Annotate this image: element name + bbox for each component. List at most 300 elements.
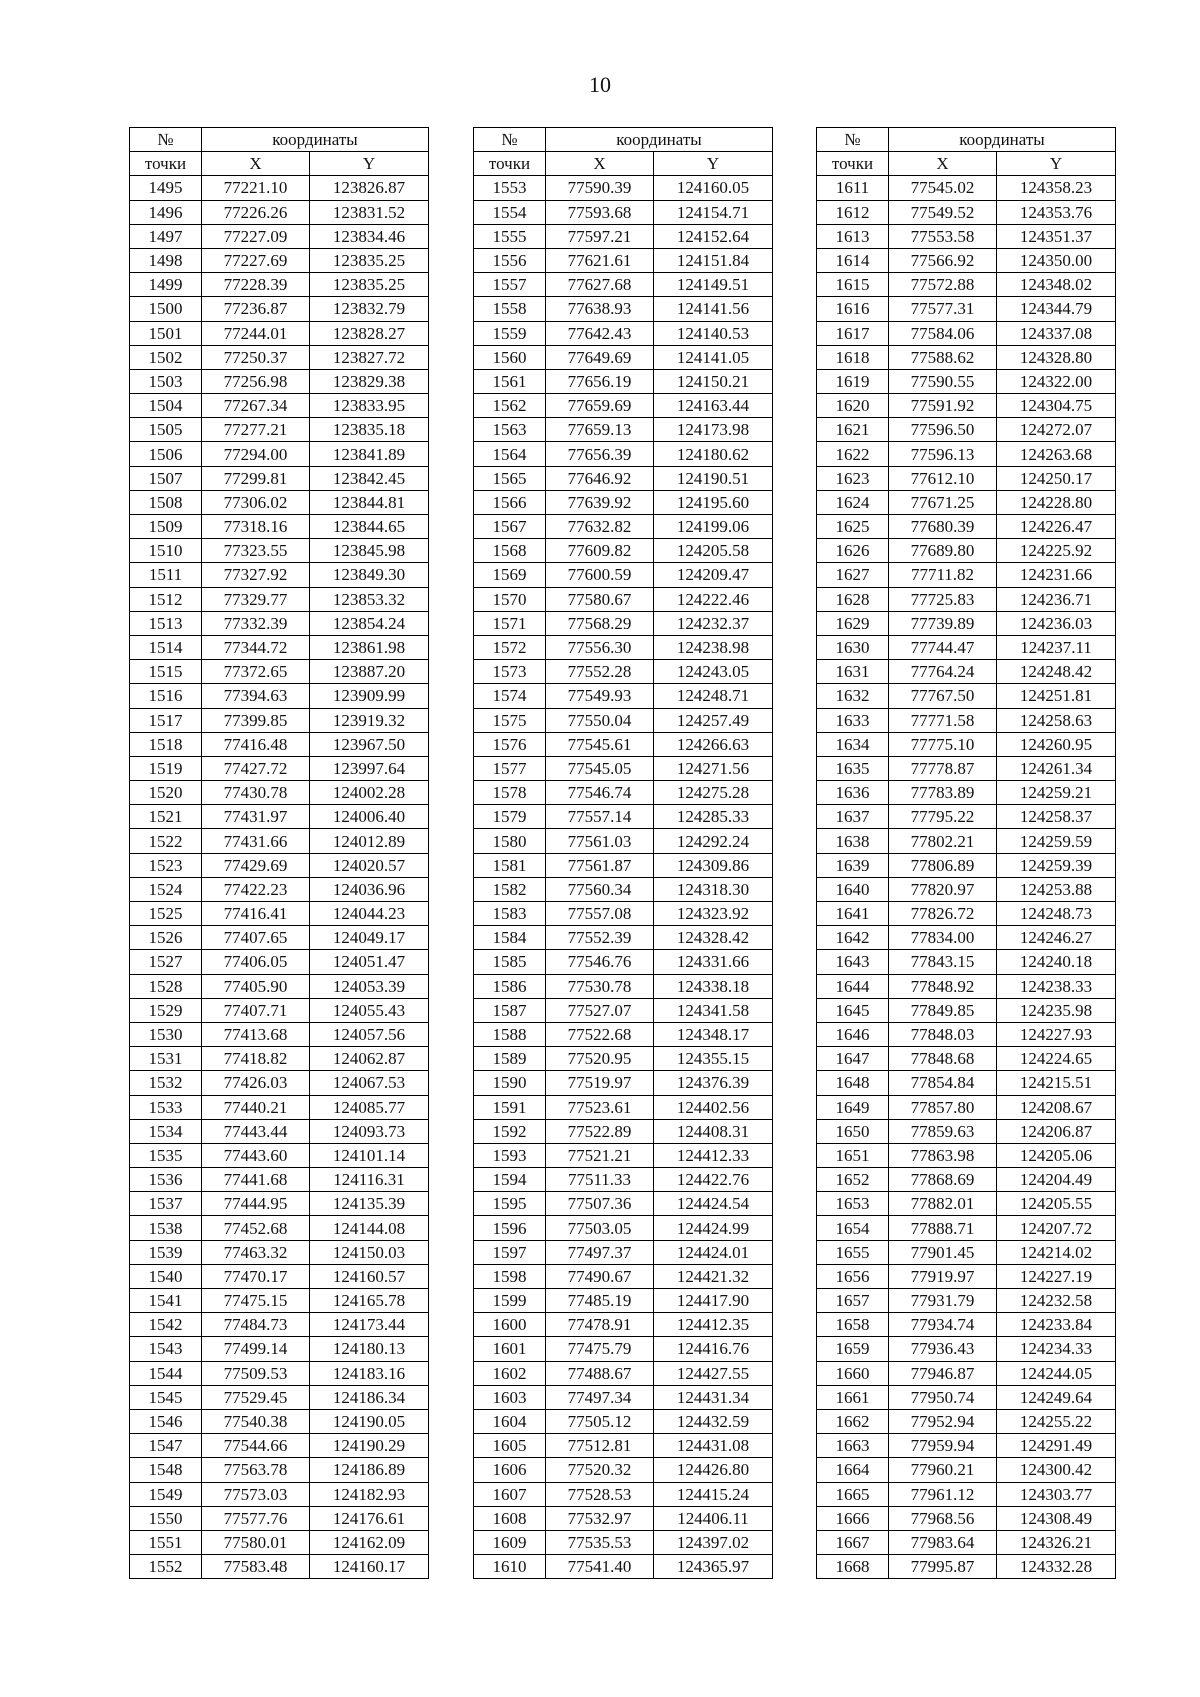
table-row bbox=[474, 490, 773, 514]
point-number-cell: 1545 bbox=[130, 1385, 202, 1409]
table-row bbox=[817, 248, 1116, 272]
table-row bbox=[474, 877, 773, 901]
point-number-cell: 1553 bbox=[474, 176, 546, 200]
point-number-cell: 1588 bbox=[474, 1022, 546, 1046]
x-coordinate-cell: 77806.89 bbox=[889, 853, 997, 877]
point-number-cell: 1644 bbox=[817, 974, 889, 998]
point-number-cell: 1557 bbox=[474, 273, 546, 297]
y-coordinate-cell: 124067.53 bbox=[310, 1071, 429, 1095]
point-number-cell: 1621 bbox=[817, 418, 889, 442]
x-coordinate-cell: 77573.03 bbox=[202, 1482, 310, 1506]
point-number-cell: 1544 bbox=[130, 1361, 202, 1385]
point-number-cell: 1611 bbox=[817, 176, 889, 200]
y-coordinate-cell: 123854.24 bbox=[310, 611, 429, 635]
y-coordinate-cell: 124183.16 bbox=[310, 1361, 429, 1385]
table-row bbox=[130, 853, 429, 877]
table-row bbox=[130, 1361, 429, 1385]
x-coordinate-cell: 77868.69 bbox=[889, 1168, 997, 1192]
x-coordinate-cell: 77478.91 bbox=[546, 1313, 654, 1337]
point-number-cell: 1645 bbox=[817, 998, 889, 1022]
x-coordinate-cell: 77960.21 bbox=[889, 1458, 997, 1482]
point-number-cell: 1640 bbox=[817, 877, 889, 901]
x-coordinate-cell: 77452.68 bbox=[202, 1216, 310, 1240]
y-coordinate-cell: 124227.93 bbox=[997, 1022, 1116, 1046]
point-number-cell: 1569 bbox=[474, 563, 546, 587]
point-number-cell: 1511 bbox=[130, 563, 202, 587]
table-row bbox=[474, 442, 773, 466]
table-row bbox=[474, 394, 773, 418]
table-row bbox=[130, 176, 429, 200]
table-row bbox=[817, 877, 1116, 901]
y-coordinate-cell: 123853.32 bbox=[310, 587, 429, 611]
x-coordinate-cell: 77843.15 bbox=[889, 950, 997, 974]
table-row bbox=[474, 1482, 773, 1506]
x-coordinate-cell: 77995.87 bbox=[889, 1555, 997, 1579]
point-number-cell: 1524 bbox=[130, 877, 202, 901]
point-number-cell: 1655 bbox=[817, 1240, 889, 1264]
point-number-cell: 1630 bbox=[817, 635, 889, 659]
header-num-label: точки bbox=[130, 152, 202, 176]
point-number-cell: 1526 bbox=[130, 926, 202, 950]
y-coordinate-cell: 124012.89 bbox=[310, 829, 429, 853]
header-num-sign: № bbox=[130, 128, 202, 152]
x-coordinate-cell: 77475.15 bbox=[202, 1289, 310, 1313]
table-row bbox=[130, 660, 429, 684]
table-row bbox=[474, 563, 773, 587]
y-coordinate-cell: 124344.79 bbox=[997, 297, 1116, 321]
x-coordinate-cell: 77299.81 bbox=[202, 466, 310, 490]
header-coordinates: координаты bbox=[546, 128, 773, 152]
y-coordinate-cell: 124020.57 bbox=[310, 853, 429, 877]
point-number-cell: 1571 bbox=[474, 611, 546, 635]
table-row bbox=[817, 466, 1116, 490]
y-coordinate-cell: 124431.34 bbox=[654, 1385, 773, 1409]
x-coordinate-cell: 77959.94 bbox=[889, 1434, 997, 1458]
y-coordinate-cell: 124431.08 bbox=[654, 1434, 773, 1458]
y-coordinate-cell: 124234.33 bbox=[997, 1337, 1116, 1361]
x-coordinate-cell: 77545.61 bbox=[546, 732, 654, 756]
x-coordinate-cell: 77848.03 bbox=[889, 1022, 997, 1046]
y-coordinate-cell: 124232.58 bbox=[997, 1289, 1116, 1313]
point-number-cell: 1525 bbox=[130, 902, 202, 926]
x-coordinate-cell: 77597.21 bbox=[546, 224, 654, 248]
x-coordinate-cell: 77795.22 bbox=[889, 805, 997, 829]
y-coordinate-cell: 124358.23 bbox=[997, 176, 1116, 200]
point-number-cell: 1646 bbox=[817, 1022, 889, 1046]
table-body bbox=[817, 176, 1116, 1579]
y-coordinate-cell: 124190.05 bbox=[310, 1409, 429, 1433]
x-coordinate-cell: 77431.97 bbox=[202, 805, 310, 829]
y-coordinate-cell: 124248.71 bbox=[654, 684, 773, 708]
point-number-cell: 1612 bbox=[817, 200, 889, 224]
x-coordinate-cell: 77267.34 bbox=[202, 394, 310, 418]
point-number-cell: 1560 bbox=[474, 345, 546, 369]
table-row bbox=[130, 926, 429, 950]
y-coordinate-cell: 123861.98 bbox=[310, 635, 429, 659]
y-coordinate-cell: 124160.57 bbox=[310, 1264, 429, 1288]
y-coordinate-cell: 124057.56 bbox=[310, 1022, 429, 1046]
point-number-cell: 1577 bbox=[474, 756, 546, 780]
point-number-cell: 1592 bbox=[474, 1119, 546, 1143]
y-coordinate-cell: 124141.56 bbox=[654, 297, 773, 321]
y-coordinate-cell: 124424.01 bbox=[654, 1240, 773, 1264]
point-number-cell: 1566 bbox=[474, 490, 546, 514]
table-row bbox=[474, 902, 773, 926]
point-number-cell: 1647 bbox=[817, 1047, 889, 1071]
table-row bbox=[130, 1337, 429, 1361]
table-row bbox=[817, 418, 1116, 442]
x-coordinate-cell: 77580.67 bbox=[546, 587, 654, 611]
y-coordinate-cell: 124190.29 bbox=[310, 1434, 429, 1458]
header-y: Y bbox=[310, 152, 429, 176]
table-row bbox=[474, 1361, 773, 1385]
point-number-cell: 1639 bbox=[817, 853, 889, 877]
table-row bbox=[474, 998, 773, 1022]
point-number-cell: 1602 bbox=[474, 1361, 546, 1385]
x-coordinate-cell: 77968.56 bbox=[889, 1506, 997, 1530]
point-number-cell: 1563 bbox=[474, 418, 546, 442]
table-row bbox=[130, 297, 429, 321]
table-row bbox=[130, 684, 429, 708]
point-number-cell: 1570 bbox=[474, 587, 546, 611]
coordinates-table-2 bbox=[473, 127, 773, 1579]
x-coordinate-cell: 77528.53 bbox=[546, 1482, 654, 1506]
x-coordinate-cell: 77503.05 bbox=[546, 1216, 654, 1240]
point-number-cell: 1502 bbox=[130, 345, 202, 369]
table-row bbox=[817, 1168, 1116, 1192]
y-coordinate-cell: 124207.72 bbox=[997, 1216, 1116, 1240]
x-coordinate-cell: 77431.66 bbox=[202, 829, 310, 853]
table-row bbox=[817, 684, 1116, 708]
y-coordinate-cell: 123834.46 bbox=[310, 224, 429, 248]
y-coordinate-cell: 124152.64 bbox=[654, 224, 773, 248]
point-number-cell: 1548 bbox=[130, 1458, 202, 1482]
x-coordinate-cell: 77854.84 bbox=[889, 1071, 997, 1095]
header-coordinates: координаты bbox=[202, 128, 429, 152]
y-coordinate-cell: 124249.64 bbox=[997, 1385, 1116, 1409]
point-number-cell: 1635 bbox=[817, 756, 889, 780]
table-row bbox=[130, 732, 429, 756]
x-coordinate-cell: 77521.21 bbox=[546, 1143, 654, 1167]
header-y: Y bbox=[654, 152, 773, 176]
point-number-cell: 1506 bbox=[130, 442, 202, 466]
x-coordinate-cell: 77783.89 bbox=[889, 781, 997, 805]
y-coordinate-cell: 124150.03 bbox=[310, 1240, 429, 1264]
y-coordinate-cell: 124176.61 bbox=[310, 1506, 429, 1530]
table-row bbox=[817, 1555, 1116, 1579]
table-row bbox=[474, 853, 773, 877]
point-number-cell: 1517 bbox=[130, 708, 202, 732]
x-coordinate-cell: 77609.82 bbox=[546, 539, 654, 563]
table-row bbox=[130, 611, 429, 635]
y-coordinate-cell: 124253.88 bbox=[997, 877, 1116, 901]
point-number-cell: 1589 bbox=[474, 1047, 546, 1071]
point-number-cell: 1614 bbox=[817, 248, 889, 272]
table-row bbox=[130, 1119, 429, 1143]
table-row bbox=[817, 345, 1116, 369]
y-coordinate-cell: 123909.99 bbox=[310, 684, 429, 708]
y-coordinate-cell: 124272.07 bbox=[997, 418, 1116, 442]
x-coordinate-cell: 77744.47 bbox=[889, 635, 997, 659]
x-coordinate-cell: 77646.92 bbox=[546, 466, 654, 490]
table-row bbox=[130, 1143, 429, 1167]
table-row bbox=[474, 974, 773, 998]
y-coordinate-cell: 124246.27 bbox=[997, 926, 1116, 950]
table-row bbox=[474, 635, 773, 659]
x-coordinate-cell: 77739.89 bbox=[889, 611, 997, 635]
y-coordinate-cell: 124186.89 bbox=[310, 1458, 429, 1482]
x-coordinate-cell: 77568.29 bbox=[546, 611, 654, 635]
table-row bbox=[817, 1530, 1116, 1554]
x-coordinate-cell: 77642.43 bbox=[546, 321, 654, 345]
point-number-cell: 1549 bbox=[130, 1482, 202, 1506]
point-number-cell: 1554 bbox=[474, 200, 546, 224]
x-coordinate-cell: 77529.45 bbox=[202, 1385, 310, 1409]
table-row bbox=[474, 950, 773, 974]
table-row bbox=[130, 321, 429, 345]
point-number-cell: 1543 bbox=[130, 1337, 202, 1361]
table-row bbox=[817, 1119, 1116, 1143]
table-row bbox=[474, 1143, 773, 1167]
y-coordinate-cell: 124173.98 bbox=[654, 418, 773, 442]
table-row bbox=[817, 1313, 1116, 1337]
y-coordinate-cell: 124222.46 bbox=[654, 587, 773, 611]
table-row bbox=[817, 732, 1116, 756]
y-coordinate-cell: 124205.58 bbox=[654, 539, 773, 563]
table-row bbox=[474, 684, 773, 708]
x-coordinate-cell: 77250.37 bbox=[202, 345, 310, 369]
coordinates-table-3 bbox=[816, 127, 1116, 1579]
point-number-cell: 1648 bbox=[817, 1071, 889, 1095]
y-coordinate-cell: 123833.95 bbox=[310, 394, 429, 418]
table-row bbox=[130, 902, 429, 926]
x-coordinate-cell: 77767.50 bbox=[889, 684, 997, 708]
table-row bbox=[817, 1264, 1116, 1288]
x-coordinate-cell: 77857.80 bbox=[889, 1095, 997, 1119]
y-coordinate-cell: 124266.63 bbox=[654, 732, 773, 756]
y-coordinate-cell: 123844.81 bbox=[310, 490, 429, 514]
y-coordinate-cell: 124250.17 bbox=[997, 466, 1116, 490]
point-number-cell: 1546 bbox=[130, 1409, 202, 1433]
y-coordinate-cell: 124412.35 bbox=[654, 1313, 773, 1337]
x-coordinate-cell: 77549.93 bbox=[546, 684, 654, 708]
y-coordinate-cell: 124151.84 bbox=[654, 248, 773, 272]
y-coordinate-cell: 124209.47 bbox=[654, 563, 773, 587]
point-number-cell: 1536 bbox=[130, 1168, 202, 1192]
table-row bbox=[130, 369, 429, 393]
point-number-cell: 1658 bbox=[817, 1313, 889, 1337]
x-coordinate-cell: 77952.94 bbox=[889, 1409, 997, 1433]
point-number-cell: 1666 bbox=[817, 1506, 889, 1530]
point-number-cell: 1578 bbox=[474, 781, 546, 805]
table-row bbox=[130, 756, 429, 780]
table-row bbox=[474, 1022, 773, 1046]
x-coordinate-cell: 77318.16 bbox=[202, 515, 310, 539]
table-row bbox=[130, 1385, 429, 1409]
x-coordinate-cell: 77490.67 bbox=[546, 1264, 654, 1288]
point-number-cell: 1653 bbox=[817, 1192, 889, 1216]
x-coordinate-cell: 77983.64 bbox=[889, 1530, 997, 1554]
x-coordinate-cell: 77497.34 bbox=[546, 1385, 654, 1409]
y-coordinate-cell: 124326.21 bbox=[997, 1530, 1116, 1554]
y-coordinate-cell: 124044.23 bbox=[310, 902, 429, 926]
y-coordinate-cell: 124224.65 bbox=[997, 1047, 1116, 1071]
table-row bbox=[130, 1530, 429, 1554]
point-number-cell: 1581 bbox=[474, 853, 546, 877]
y-coordinate-cell: 124165.78 bbox=[310, 1289, 429, 1313]
y-coordinate-cell: 123842.45 bbox=[310, 466, 429, 490]
point-number-cell: 1608 bbox=[474, 1506, 546, 1530]
table-row bbox=[817, 635, 1116, 659]
point-number-cell: 1605 bbox=[474, 1434, 546, 1458]
table-row bbox=[130, 273, 429, 297]
table-row bbox=[474, 587, 773, 611]
x-coordinate-cell: 77560.34 bbox=[546, 877, 654, 901]
y-coordinate-cell: 124190.51 bbox=[654, 466, 773, 490]
table-row bbox=[130, 466, 429, 490]
point-number-cell: 1651 bbox=[817, 1143, 889, 1167]
y-coordinate-cell: 124421.32 bbox=[654, 1264, 773, 1288]
y-coordinate-cell: 124248.42 bbox=[997, 660, 1116, 684]
header-x: X bbox=[889, 152, 997, 176]
x-coordinate-cell: 77583.48 bbox=[202, 1555, 310, 1579]
y-coordinate-cell: 124260.95 bbox=[997, 732, 1116, 756]
point-number-cell: 1559 bbox=[474, 321, 546, 345]
x-coordinate-cell: 77621.61 bbox=[546, 248, 654, 272]
point-number-cell: 1512 bbox=[130, 587, 202, 611]
table-row bbox=[474, 321, 773, 345]
table-row bbox=[474, 297, 773, 321]
x-coordinate-cell: 77931.79 bbox=[889, 1289, 997, 1313]
table-row bbox=[130, 1047, 429, 1071]
point-number-cell: 1527 bbox=[130, 950, 202, 974]
table-row bbox=[817, 756, 1116, 780]
x-coordinate-cell: 77671.25 bbox=[889, 490, 997, 514]
x-coordinate-cell: 77407.65 bbox=[202, 926, 310, 950]
point-number-cell: 1607 bbox=[474, 1482, 546, 1506]
x-coordinate-cell: 77463.32 bbox=[202, 1240, 310, 1264]
y-coordinate-cell: 124160.17 bbox=[310, 1555, 429, 1579]
x-coordinate-cell: 77577.76 bbox=[202, 1506, 310, 1530]
y-coordinate-cell: 124355.15 bbox=[654, 1047, 773, 1071]
x-coordinate-cell: 77566.92 bbox=[889, 248, 997, 272]
point-number-cell: 1662 bbox=[817, 1409, 889, 1433]
point-number-cell: 1625 bbox=[817, 515, 889, 539]
table-row bbox=[817, 902, 1116, 926]
table-row bbox=[817, 1385, 1116, 1409]
x-coordinate-cell: 77429.69 bbox=[202, 853, 310, 877]
y-coordinate-cell: 124215.51 bbox=[997, 1071, 1116, 1095]
y-coordinate-cell: 124036.96 bbox=[310, 877, 429, 901]
x-coordinate-cell: 77413.68 bbox=[202, 1022, 310, 1046]
y-coordinate-cell: 123845.98 bbox=[310, 539, 429, 563]
x-coordinate-cell: 77549.52 bbox=[889, 200, 997, 224]
table-row bbox=[817, 660, 1116, 684]
x-coordinate-cell: 77834.00 bbox=[889, 926, 997, 950]
table-row bbox=[130, 1095, 429, 1119]
table-row bbox=[474, 1240, 773, 1264]
x-coordinate-cell: 77532.97 bbox=[546, 1506, 654, 1530]
point-number-cell: 1652 bbox=[817, 1168, 889, 1192]
y-coordinate-cell: 124002.28 bbox=[310, 781, 429, 805]
point-number-cell: 1556 bbox=[474, 248, 546, 272]
point-number-cell: 1623 bbox=[817, 466, 889, 490]
point-number-cell: 1632 bbox=[817, 684, 889, 708]
y-coordinate-cell: 124237.11 bbox=[997, 635, 1116, 659]
x-coordinate-cell: 77600.59 bbox=[546, 563, 654, 587]
x-coordinate-cell: 77584.06 bbox=[889, 321, 997, 345]
table-row bbox=[474, 732, 773, 756]
table-row bbox=[130, 442, 429, 466]
point-number-cell: 1603 bbox=[474, 1385, 546, 1409]
table-body bbox=[130, 176, 429, 1579]
point-number-cell: 1615 bbox=[817, 273, 889, 297]
table-row bbox=[817, 176, 1116, 200]
x-coordinate-cell: 77277.21 bbox=[202, 418, 310, 442]
point-number-cell: 1591 bbox=[474, 1095, 546, 1119]
point-number-cell: 1500 bbox=[130, 297, 202, 321]
y-coordinate-cell: 124232.37 bbox=[654, 611, 773, 635]
point-number-cell: 1509 bbox=[130, 515, 202, 539]
point-number-cell: 1558 bbox=[474, 297, 546, 321]
table-row bbox=[474, 418, 773, 442]
x-coordinate-cell: 77590.55 bbox=[889, 369, 997, 393]
x-coordinate-cell: 77306.02 bbox=[202, 490, 310, 514]
x-coordinate-cell: 77545.02 bbox=[889, 176, 997, 200]
y-coordinate-cell: 124049.17 bbox=[310, 926, 429, 950]
point-number-cell: 1638 bbox=[817, 829, 889, 853]
x-coordinate-cell: 77596.13 bbox=[889, 442, 997, 466]
y-coordinate-cell: 123826.87 bbox=[310, 176, 429, 200]
x-coordinate-cell: 77522.68 bbox=[546, 1022, 654, 1046]
x-coordinate-cell: 77440.21 bbox=[202, 1095, 310, 1119]
table-row bbox=[817, 1216, 1116, 1240]
x-coordinate-cell: 77545.05 bbox=[546, 756, 654, 780]
y-coordinate-cell: 124376.39 bbox=[654, 1071, 773, 1095]
point-number-cell: 1583 bbox=[474, 902, 546, 926]
x-coordinate-cell: 77659.69 bbox=[546, 394, 654, 418]
y-coordinate-cell: 123997.64 bbox=[310, 756, 429, 780]
x-coordinate-cell: 77820.97 bbox=[889, 877, 997, 901]
x-coordinate-cell: 77638.93 bbox=[546, 297, 654, 321]
y-coordinate-cell: 124233.84 bbox=[997, 1313, 1116, 1337]
y-coordinate-cell: 124332.28 bbox=[997, 1555, 1116, 1579]
table-row bbox=[474, 756, 773, 780]
x-coordinate-cell: 77596.50 bbox=[889, 418, 997, 442]
table-row bbox=[817, 1289, 1116, 1313]
x-coordinate-cell: 77523.61 bbox=[546, 1095, 654, 1119]
x-coordinate-cell: 77407.71 bbox=[202, 998, 310, 1022]
table-row bbox=[817, 490, 1116, 514]
table-row bbox=[817, 1458, 1116, 1482]
point-number-cell: 1654 bbox=[817, 1216, 889, 1240]
y-coordinate-cell: 124141.05 bbox=[654, 345, 773, 369]
x-coordinate-cell: 77540.38 bbox=[202, 1409, 310, 1433]
point-number-cell: 1579 bbox=[474, 805, 546, 829]
point-number-cell: 1541 bbox=[130, 1289, 202, 1313]
point-number-cell: 1550 bbox=[130, 1506, 202, 1530]
x-coordinate-cell: 77546.76 bbox=[546, 950, 654, 974]
point-number-cell: 1501 bbox=[130, 321, 202, 345]
header-num-label: точки bbox=[817, 152, 889, 176]
point-number-cell: 1547 bbox=[130, 1434, 202, 1458]
x-coordinate-cell: 77416.41 bbox=[202, 902, 310, 926]
x-coordinate-cell: 77826.72 bbox=[889, 902, 997, 926]
y-coordinate-cell: 124258.37 bbox=[997, 805, 1116, 829]
y-coordinate-cell: 124323.92 bbox=[654, 902, 773, 926]
point-number-cell: 1606 bbox=[474, 1458, 546, 1482]
table-row bbox=[474, 273, 773, 297]
